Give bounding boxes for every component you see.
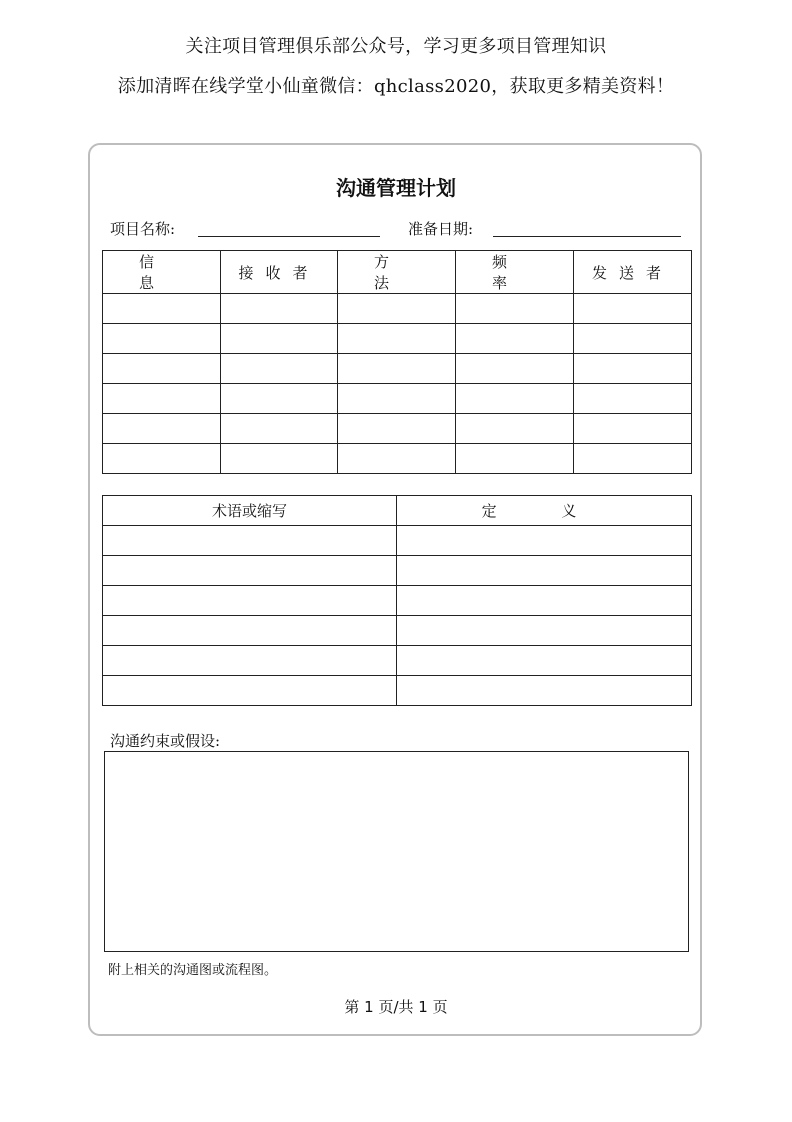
table-row — [103, 444, 692, 474]
table-cell[interactable] — [221, 294, 338, 324]
table-cell[interactable] — [574, 294, 692, 324]
table-cell[interactable] — [456, 294, 574, 324]
table-cell[interactable] — [397, 646, 692, 676]
table-cell[interactable] — [338, 444, 456, 474]
table-cell[interactable] — [221, 354, 338, 384]
table-cell[interactable] — [221, 384, 338, 414]
table-cell[interactable] — [338, 384, 456, 414]
table-cell[interactable] — [221, 444, 338, 474]
page-number: 第 1 页/共 1 页 — [344, 998, 448, 1016]
table-cell[interactable] — [221, 324, 338, 354]
table-row — [103, 354, 692, 384]
table-cell[interactable] — [103, 646, 397, 676]
header-cell-definition: 定 义 — [397, 496, 692, 526]
header-cell-method: 方 法 — [338, 251, 456, 294]
table-cell[interactable] — [103, 414, 221, 444]
table-cell[interactable] — [397, 676, 692, 706]
table-header-row — [103, 496, 692, 526]
table-row — [103, 616, 692, 646]
table-cell[interactable] — [221, 414, 338, 444]
header-cell-frequency: 频 率 — [456, 251, 574, 294]
table-cell[interactable] — [456, 384, 574, 414]
table-cell[interactable] — [574, 324, 692, 354]
terms-table — [102, 495, 692, 706]
constraints-label: 沟通约束或假设: — [110, 732, 221, 750]
table-cell[interactable] — [397, 616, 692, 646]
project-name-field[interactable] — [198, 236, 380, 237]
header-line-2: 添加清晖在线学堂小仙童微信：qhclass2020，获取更多精美资料！ — [117, 76, 675, 97]
table-row — [103, 324, 692, 354]
table-cell[interactable] — [456, 444, 574, 474]
table-row — [103, 526, 692, 556]
table-row — [103, 294, 692, 324]
table-cell[interactable] — [456, 354, 574, 384]
table-cell[interactable] — [338, 294, 456, 324]
table-row — [103, 646, 692, 676]
table-cell[interactable] — [574, 354, 692, 384]
table-row — [103, 586, 692, 616]
table-header-row — [103, 251, 692, 294]
table-row — [103, 676, 692, 706]
header-line-1: 关注项目管理俱乐部公众号，学习更多项目管理知识 — [185, 36, 607, 57]
header-cell-term: 术语或缩写 — [103, 496, 397, 526]
table-cell[interactable] — [103, 294, 221, 324]
table-row — [103, 414, 692, 444]
table-cell[interactable] — [103, 354, 221, 384]
table-cell[interactable] — [103, 676, 397, 706]
table-cell[interactable] — [103, 444, 221, 474]
header-cell-info: 信 息 — [103, 251, 221, 294]
table-cell[interactable] — [456, 324, 574, 354]
table-cell[interactable] — [338, 324, 456, 354]
project-name-label: 项目名称: — [110, 220, 176, 238]
table-cell[interactable] — [103, 556, 397, 586]
table-cell[interactable] — [338, 354, 456, 384]
constraints-textbox[interactable] — [104, 751, 689, 952]
table-cell[interactable] — [574, 444, 692, 474]
attach-note: 附上相关的沟通图或流程图。 — [108, 963, 278, 978]
table-row — [103, 384, 692, 414]
table-cell[interactable] — [103, 586, 397, 616]
table-cell[interactable] — [103, 324, 221, 354]
table-cell[interactable] — [574, 414, 692, 444]
header-cell-sender: 发送者 — [574, 251, 692, 294]
form-title: 沟通管理计划 — [336, 176, 456, 200]
table-cell[interactable] — [103, 384, 221, 414]
communication-table — [102, 250, 692, 474]
table-cell[interactable] — [397, 586, 692, 616]
table-cell[interactable] — [103, 616, 397, 646]
table-row — [103, 556, 692, 586]
prep-date-field[interactable] — [493, 236, 681, 237]
table-cell[interactable] — [338, 414, 456, 444]
table-cell[interactable] — [456, 414, 574, 444]
table-cell[interactable] — [397, 556, 692, 586]
header-cell-receiver: 接收者 — [221, 251, 338, 294]
table-cell[interactable] — [397, 526, 692, 556]
prep-date-label: 准备日期: — [408, 220, 474, 238]
table-cell[interactable] — [574, 384, 692, 414]
table-cell[interactable] — [103, 526, 397, 556]
